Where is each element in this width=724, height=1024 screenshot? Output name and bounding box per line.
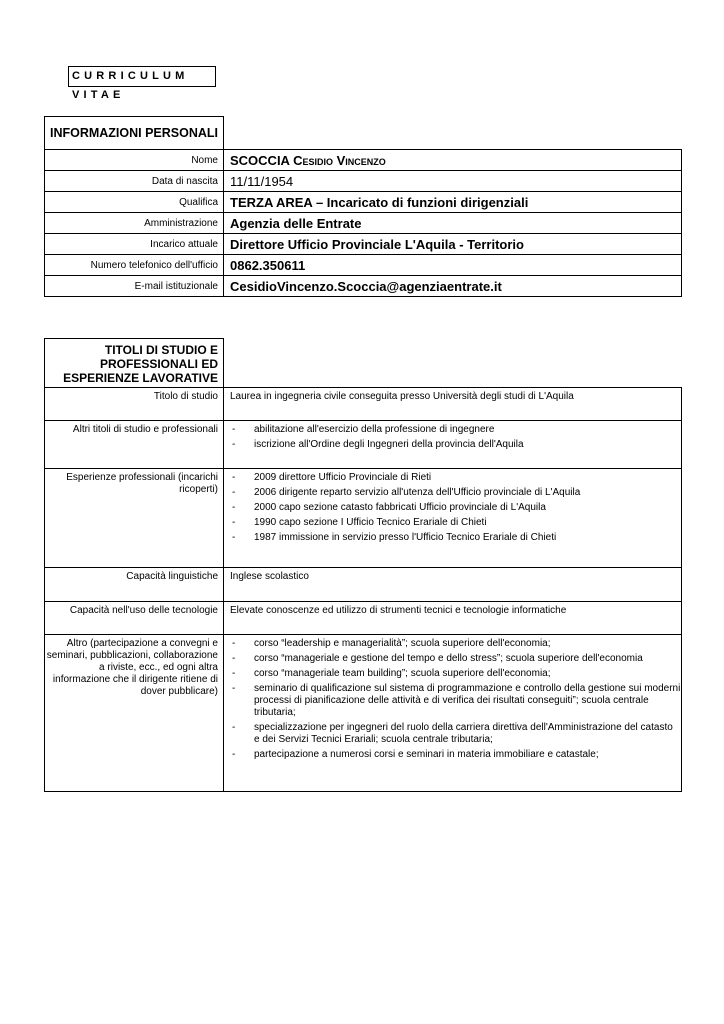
experience-list: [224, 469, 682, 568]
name-value: SCOCCIA Cesidio Vincenzo: [224, 150, 682, 171]
other-label: Altro (partecipazione a convegni e seminari, pubblicazioni, collaborazione a riviste, ecc., ed ogni altra informazione che il dirigente ritiene di dover pubblicare): [45, 635, 224, 792]
email-label: E-mail istituzionale: [45, 276, 224, 297]
languages-label: Capacità linguistiche: [45, 568, 224, 602]
birthdate-value: 11/11/1954: [224, 171, 682, 192]
personal-info-table: [44, 116, 682, 297]
qualification-label: Qualifica: [45, 192, 224, 213]
current-role-label: Incarico attuale: [45, 234, 224, 255]
other-list: [224, 635, 682, 792]
list-item: - corso “leadership e managerialità”; scuola superiore dell'economia;: [230, 638, 681, 650]
phone-value: 0862.350611: [224, 255, 682, 276]
languages-value: Inglese scolastico: [224, 568, 682, 602]
experience-label: Esperienze professionali (incarichi ricoperti): [45, 469, 224, 568]
name-label: Nome: [45, 150, 224, 171]
study-title-value: Laurea in ingegneria civile conseguita presso Università degli studi di L'Aquila: [224, 388, 682, 421]
list-item: - 1987 immissione in servizio presso l'Ufficio Tecnico Erariale di Chieti: [230, 532, 681, 544]
technology-label: Capacità nell'uso delle tecnologie: [45, 602, 224, 635]
list-item: - corso “manageriale e gestione del tempo e dello stress”; scuola superiore dell'economia: [230, 653, 681, 665]
list-item: - corso “manageriale team building”; scuola superiore dell'economia;: [230, 668, 681, 680]
administration-value: Agenzia delle Entrate: [224, 213, 682, 234]
list-item: - 2000 capo sezione catasto fabbricati Ufficio provinciale di L'Aquila: [230, 502, 681, 514]
list-item: - 2009 direttore Ufficio Provinciale di Rieti: [230, 472, 681, 484]
other-titles-label: Altri titoli di studio e professionali: [45, 421, 224, 469]
current-role-value: Direttore Ufficio Provinciale L'Aquila - Territorio: [224, 234, 682, 255]
administration-label: Amministrazione: [45, 213, 224, 234]
list-item: - 1990 capo sezione I Ufficio Tecnico Erariale di Chieti: [230, 517, 681, 529]
email-value[interactable]: CesidioVincenzo.Scoccia@agenziaentrate.it: [224, 276, 682, 297]
list-item: - partecipazione a numerosi corsi e seminari in materia immobiliare e catastale;: [230, 749, 681, 761]
phone-label: Numero telefonico dell'ufficio: [45, 255, 224, 276]
birthdate-label: Data di nascita: [45, 171, 224, 192]
cv-title: CURRICULUM VITAE: [68, 66, 216, 87]
list-item: - abilitazione all'esercizio della professione di ingegnere: [230, 424, 681, 436]
titles-table: [44, 338, 682, 792]
technology-value: Elevate conoscenze ed utilizzo di strumenti tecnici e tecnologie informatiche: [224, 602, 682, 635]
titles-heading: TITOLI DI STUDIO E PROFESSIONALI ED ESPERIENZE LAVORATIVE: [45, 339, 224, 388]
qualification-value: TERZA AREA – Incaricato di funzioni dirigenziali: [224, 192, 682, 213]
list-item: - iscrizione all'Ordine degli Ingegneri della provincia dell'Aquila: [230, 439, 681, 451]
personal-info-heading: INFORMAZIONI PERSONALI: [45, 117, 224, 150]
study-title-label: Titolo di studio: [45, 388, 224, 421]
list-item: - specializzazione per ingegneri del ruolo della carriera direttiva dell'Amministrazione del catasto e dei Servizi Tecnici Erariali; scuola centrale tributaria;: [230, 722, 681, 746]
list-item: - seminario di qualificazione sul sistema di programmazione e controllo della gestione sui moderni processi di pianificazione delle attività e di verifica dei risultati conseguiti”; scuola centrale tributaria;: [230, 683, 681, 719]
other-titles-list: [224, 421, 682, 469]
list-item: - 2006 dirigente reparto servizio all'utenza dell'Ufficio provinciale di L'Aquila: [230, 487, 681, 499]
